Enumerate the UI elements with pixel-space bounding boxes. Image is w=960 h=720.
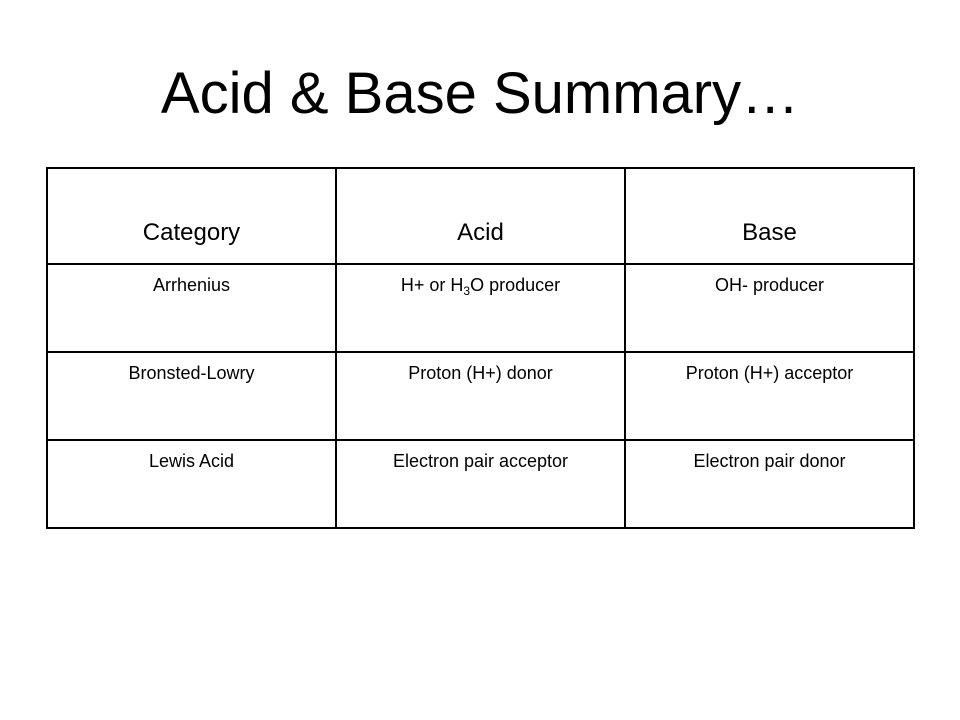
cell-category: Arrhenius — [47, 264, 336, 352]
cell-base: OH- producer — [625, 264, 914, 352]
cell-acid: Proton (H+) donor — [336, 352, 625, 440]
table-row-bronsted-lowry — [47, 352, 914, 440]
table-row-arrhenius — [47, 264, 914, 352]
header-base: Base — [625, 168, 914, 264]
cell-category: Bronsted-Lowry — [47, 352, 336, 440]
slide-title: Acid & Base Summary… — [160, 61, 800, 126]
table-header-row — [47, 168, 914, 264]
cell-base: Electron pair donor — [625, 440, 914, 528]
cell-acid — [336, 264, 625, 352]
acid-text-subscript: 3 — [463, 284, 471, 298]
acid-text-prefix: H+ or H — [400, 275, 464, 295]
acid-text-suffix: O producer — [470, 275, 561, 295]
table-row-lewis — [47, 440, 914, 528]
header-acid: Acid — [336, 168, 625, 264]
acid-base-summary-table — [46, 167, 915, 529]
header-category: Category — [47, 168, 336, 264]
cell-category: Lewis Acid — [47, 440, 336, 528]
cell-acid: Electron pair acceptor — [336, 440, 625, 528]
cell-base: Proton (H+) acceptor — [625, 352, 914, 440]
